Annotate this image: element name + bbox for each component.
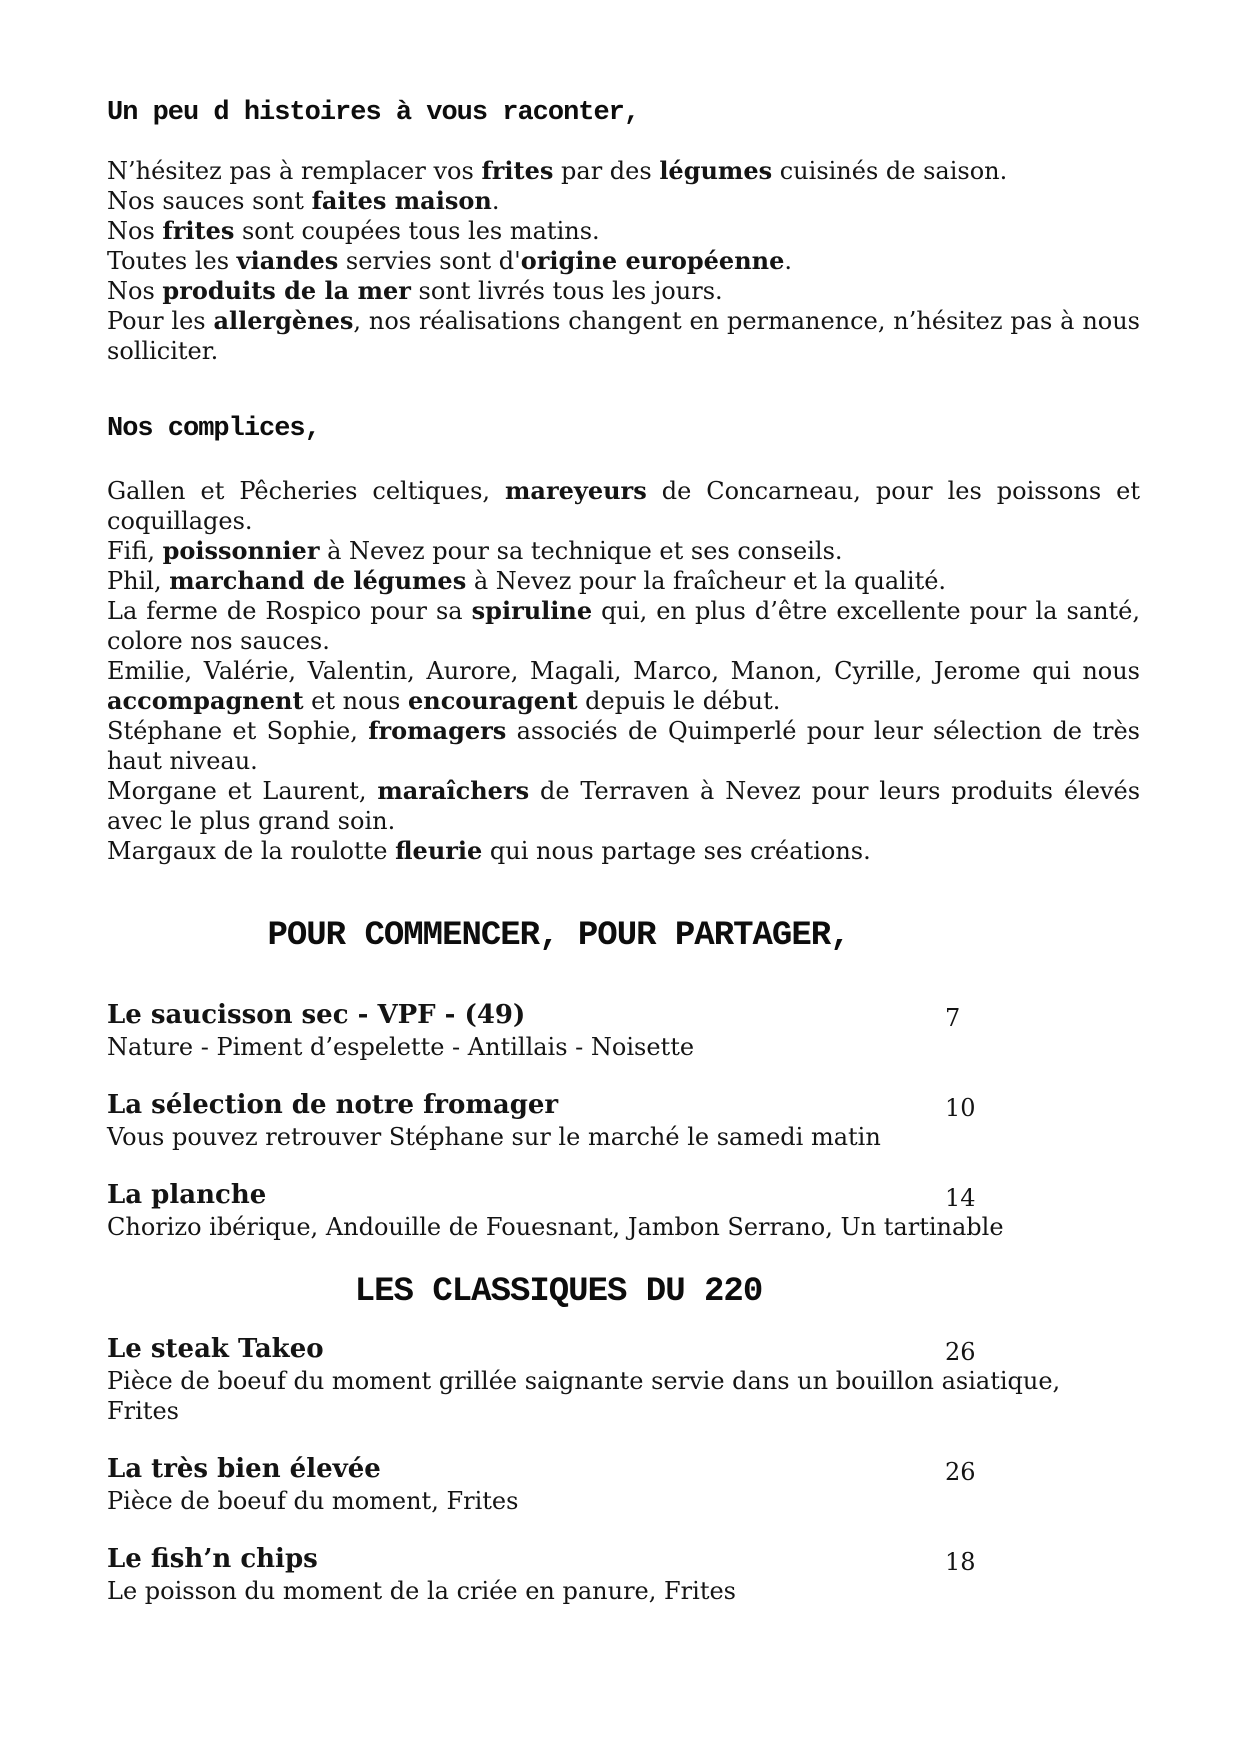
menu-item-steak-takeo xyxy=(107,1332,1140,1426)
text-segment: Gallen et Pêcheries celtiques, xyxy=(107,477,506,505)
item-description xyxy=(107,1366,1140,1426)
text-segment: à Nevez pour sa technique et ses conseils. xyxy=(319,537,843,565)
text-segment: depuis le début. xyxy=(577,687,781,715)
item-description xyxy=(107,1576,1140,1606)
section-classiques xyxy=(107,1270,1140,1606)
item-name: La sélection de notre fromager xyxy=(107,1090,559,1120)
item-name: Le fish’n chips xyxy=(107,1544,318,1574)
item-name-row xyxy=(107,1088,1140,1122)
complices-paragraph xyxy=(107,476,1140,866)
bold-text-segment: poissonnier xyxy=(162,536,320,565)
text-segment: par des xyxy=(553,157,660,185)
bold-text-segment: encouragent xyxy=(407,686,578,715)
text-segment: de Concarneau, pour les poissons et xyxy=(646,477,1141,505)
item-price: 26 xyxy=(945,1458,976,1486)
text-segment: , nos réalisations changent en permanence, n’hésitez pas à nous xyxy=(353,307,1140,335)
bold-text-segment: origine européenne xyxy=(520,246,785,275)
text-segment: Nature - Piment d’espelette - Antillais - Noisette xyxy=(107,1033,695,1061)
menu-item-fromager xyxy=(107,1088,1140,1152)
text-segment: servies sont d' xyxy=(338,247,521,275)
text-segment: La ferme de Rospico pour sa xyxy=(107,597,472,625)
item-name-row xyxy=(107,1332,1140,1366)
menu-item-tres-bien-elevee xyxy=(107,1452,1140,1516)
text-segment: et nous xyxy=(303,687,408,715)
item-name-row xyxy=(107,1542,1140,1576)
complices-heading: Nos complices, xyxy=(107,414,320,444)
text-line xyxy=(107,536,1140,566)
item-name: Le steak Takeo xyxy=(107,1334,324,1364)
bold-text-segment: légumes xyxy=(659,156,773,185)
text-segment: . xyxy=(784,247,793,275)
text-line xyxy=(107,596,1140,626)
menu-item-saucisson xyxy=(107,998,1140,1062)
text-segment: de Terraven à Nevez pour leurs produits élevés xyxy=(529,777,1141,805)
text-segment: associés de Quimperlé pour leur sélection de très xyxy=(506,717,1140,745)
bold-text-segment: produits de la mer xyxy=(162,276,411,305)
text-segment: Pour les xyxy=(107,307,214,335)
text-line xyxy=(107,276,1140,306)
text-segment: Margaux de la roulotte xyxy=(107,837,396,865)
text-line xyxy=(107,686,1140,716)
text-segment: Nos xyxy=(107,277,163,305)
section-classiques-title: LES CLASSIQUES DU 220 xyxy=(354,1273,763,1311)
text-segment: à Nevez pour la fraîcheur et la qualité. xyxy=(466,567,947,595)
text-line xyxy=(107,776,1140,806)
item-description xyxy=(107,1122,1140,1152)
bold-text-segment: frites xyxy=(481,156,554,185)
bold-text-segment: accompagnent xyxy=(107,686,304,715)
text-line xyxy=(107,246,1140,276)
text-line xyxy=(107,566,1140,596)
text-segment: Frites xyxy=(107,1397,179,1425)
text-segment: Pièce de boeuf du moment, Frites xyxy=(107,1487,519,1515)
bold-text-segment: frites xyxy=(162,216,235,245)
text-segment: qui nous partage ses créations. xyxy=(482,837,871,865)
text-segment: cuisinés de saison. xyxy=(772,157,1008,185)
text-segment: haut niveau. xyxy=(107,747,258,775)
intro-heading: Un peu d histoires à vous raconter, xyxy=(107,98,640,128)
intro-paragraph xyxy=(107,156,1140,366)
text-line xyxy=(107,1396,1140,1426)
bold-text-segment: fromagers xyxy=(368,716,507,745)
text-segment: Nos xyxy=(107,217,163,245)
item-price: 7 xyxy=(945,1004,961,1032)
text-line xyxy=(107,216,1140,246)
bold-text-segment: spiruline xyxy=(471,596,593,625)
text-segment: sont livrés tous les jours. xyxy=(410,277,723,305)
text-segment: solliciter. xyxy=(107,337,219,365)
bold-text-segment: maraîchers xyxy=(377,776,530,805)
bold-text-segment: viandes xyxy=(236,246,339,275)
item-price: 10 xyxy=(945,1094,976,1122)
text-segment: coquillages. xyxy=(107,507,253,535)
item-name-row xyxy=(107,998,1140,1032)
text-line xyxy=(107,806,1140,836)
item-name-row xyxy=(107,1178,1140,1212)
item-name: La très bien élevée xyxy=(107,1454,381,1484)
text-line xyxy=(107,1032,1140,1062)
text-segment: N’hésitez pas à remplacer vos xyxy=(107,157,482,185)
text-segment: Le poisson du moment de la criée en panure, Frites xyxy=(107,1577,736,1605)
menu-page xyxy=(107,0,1140,1632)
text-segment: Phil, xyxy=(107,567,170,595)
text-segment: Fifi, xyxy=(107,537,163,565)
bold-text-segment: marchand de légumes xyxy=(169,566,467,595)
section-starters xyxy=(107,914,1140,1242)
text-line xyxy=(107,1122,1140,1152)
text-line xyxy=(107,716,1140,746)
item-description xyxy=(107,1486,1140,1516)
text-line xyxy=(107,836,1140,866)
text-line xyxy=(107,306,1140,336)
text-line xyxy=(107,506,1140,536)
item-price: 18 xyxy=(945,1548,976,1576)
text-line xyxy=(107,186,1140,216)
text-segment: Morgane et Laurent, xyxy=(107,777,378,805)
section-starters-title: POUR COMMENCER, POUR PARTAGER, xyxy=(267,917,850,955)
text-line xyxy=(107,156,1140,186)
item-name-row xyxy=(107,1452,1140,1486)
text-segment: Vous pouvez retrouver Stéphane sur le marché le samedi matin xyxy=(107,1123,881,1151)
text-segment: . xyxy=(491,187,500,215)
item-price: 26 xyxy=(945,1338,976,1366)
item-name: Le saucisson sec - VPF - (49) xyxy=(107,1000,526,1030)
text-segment: Nos sauces sont xyxy=(107,187,312,215)
item-description xyxy=(107,1212,1140,1242)
text-segment: colore nos sauces. xyxy=(107,627,330,655)
text-line xyxy=(107,476,1140,506)
text-segment: Stéphane et Sophie, xyxy=(107,717,369,745)
item-name: La planche xyxy=(107,1180,267,1210)
text-line xyxy=(107,656,1140,686)
bold-text-segment: fleurie xyxy=(395,836,483,865)
item-description xyxy=(107,1032,1140,1062)
item-price: 14 xyxy=(945,1184,976,1212)
menu-item-fish-n-chips xyxy=(107,1542,1140,1606)
text-segment: sont coupées tous les matins. xyxy=(234,217,600,245)
text-line xyxy=(107,746,1140,776)
bold-text-segment: allergènes xyxy=(213,306,354,335)
bold-text-segment: mareyeurs xyxy=(505,476,647,505)
text-line xyxy=(107,1366,1140,1396)
text-line xyxy=(107,1576,1140,1606)
text-segment: qui, en plus d’être excellente pour la santé, xyxy=(592,597,1141,625)
text-segment: Pièce de boeuf du moment grillée saignante servie dans un bouillon asiatique, xyxy=(107,1367,1061,1395)
text-segment: Toutes les xyxy=(107,247,237,275)
text-line xyxy=(107,1212,1140,1242)
text-segment: Chorizo ibérique, Andouille de Fouesnant, Jambon Serrano, Un tartinable xyxy=(107,1213,1004,1241)
text-line xyxy=(107,1486,1140,1516)
menu-item-planche xyxy=(107,1178,1140,1242)
bold-text-segment: faites maison xyxy=(311,186,492,215)
text-segment: Emilie, Valérie, Valentin, Aurore, Magali, Marco, Manon, Cyrille, Jerome qui nous xyxy=(107,657,1140,685)
text-line xyxy=(107,626,1140,656)
text-segment: avec le plus grand soin. xyxy=(107,807,396,835)
text-line xyxy=(107,336,1140,366)
